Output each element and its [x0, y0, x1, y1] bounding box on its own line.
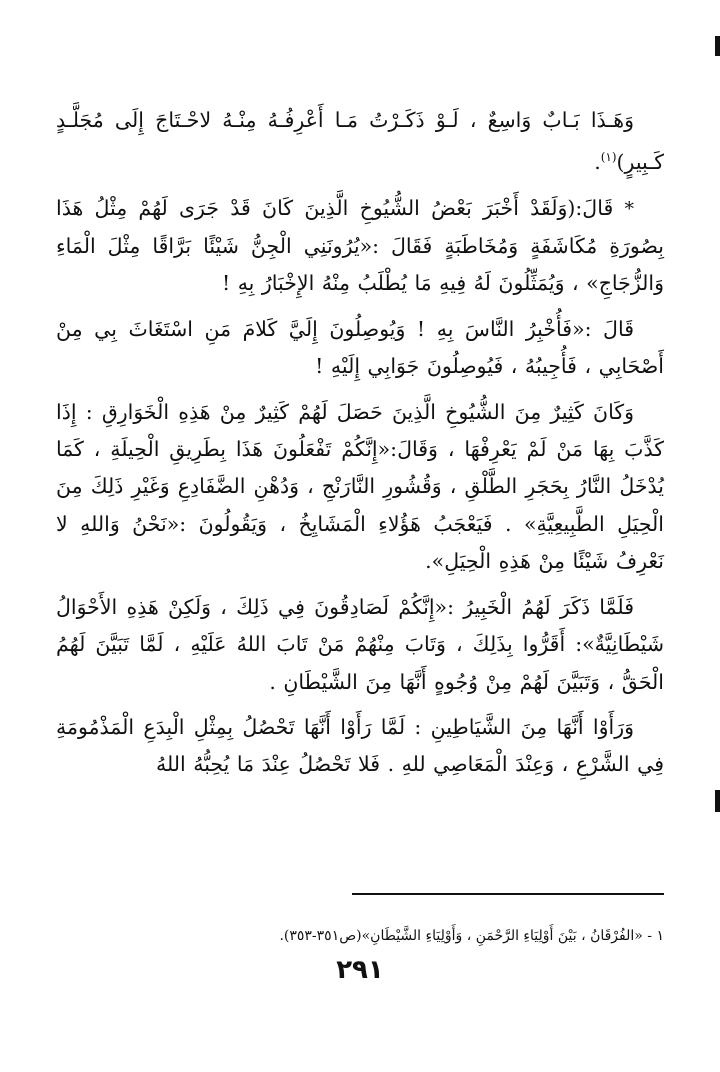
paragraph [56, 190, 664, 303]
footnote-reference: (١) [600, 150, 617, 165]
paragraph-text: وَكَانَ كَثِيرٌ مِنَ الشُّيُوخِ الَّذِينَ حَصَلَ لَهُمْ كَثِيرٌ مِنْ هَذِهِ الْخَوَارِقِ : إِذَا كَذَّبَ بِهَا مَنْ لَمْ يَعْرِفْهَا ، وَقَالَ:«إِنَّكُمْ تَفْعَلُونَ هَذَا بِطَرِيقِ الْحِيلَةِ ، كَمَا يُدْخَلُ النَّارُ بِحَجَرِ الطَّلْقِ ، وَقُشُورِ النَّارَنْجِ ، وَدُهْنِ الضَّفَادِعِ وَغَيْرِ ذَلِكَ مِنَ الْحِيَلِ الطَّبِيعِيَّةِ» . فَيَعْجَبُ هَؤُلاءِ الْمَشَايِخُ ، وَيَقُولُونَ :«نَحْنُ وَاللهِ لا نَعْرِفُ شَيْئًا مِنْ هَذِهِ الْحِيَلِ». [56, 399, 664, 574]
paragraph-text: قَالَ :«فَأُخْبِرُ النَّاسَ بِهِ ! وَيُوصِلُونَ إِلَيَّ كَلامَ مَنِ اسْتَغَاثَ بِي مِنْ أَصْحَابِي ، فَأُجِيبُهُ ، فَيُوصِلُونَ جَوَابِي إِلَيْهِ ! [56, 316, 664, 379]
paragraph [56, 311, 664, 386]
paragraph [56, 394, 664, 581]
footnote-divider [352, 893, 664, 895]
paragraph-text: قَالَ:(وَلَقَدْ أَخْبَرَ بَعْضُ الشُّيُوخِ الَّذِينَ كَانَ قَدْ جَرَى لَهُمْ مِثْلُ هَذَا بِصُورَةِ مُكَاشَفَةٍ وَمُخَاطَبَةٍ فَقَالَ :«يُرُونَنِي الْجِنُّ شَيْئًا بَرَّاقًا مِثْلَ الْمَاءِ وَالزُّجَاجِ» ، وَيُمَثِّلُونَ لَهُ فِيهِ مَا يُطْلَبُ مِنْهُ الإِخْبَارُ بِهِ ! [56, 195, 664, 296]
footnote: ١ - «الفُرْقَانُ ، بَيْنَ أَوْلِيَاءِ الرَّحْمَنِ ، وَأَوْلِيَاءِ الشَّيْطَانِ»(ص٣٥١-٣٥٣). [279, 928, 664, 944]
page-edge-mark [715, 36, 720, 56]
paragraph-text: وَهَـذَا بَـابٌ وَاسِعٌ ، لَـوْ ذَكَـرْتُ مَـا أَعْرِفُـهُ مِنْـهُ لاحْـتَاجَ إِلَى مُجَلَّـدٍ كَـبِيرٍ) [56, 108, 664, 175]
paragraph: وَهَـذَا بَـابٌ وَاسِعٌ ، لَـوْ ذَكَـرْتُ مَـا أَعْرِفُـهُ مِنْـهُ لاحْـتَاجَ إِلَى مُجَلَّـدٍ كَـبِيرٍ)$^{(١)}$. [56, 108, 664, 175]
page-number: ٢٩١ [336, 955, 384, 985]
paragraph-text: وَرَأَوْا أَنَّهَا مِنَ الشَّيَاطِينِ : لَمَّا رَأَوْا أَنَّهَا تَحْصُلُ بِمِثْلِ الْبِدَعِ الْمَذْمُومَةِ فِي الشَّرْعِ ، وَعِنْدَ الْمَعَاصِي للهِ . فَلا تَحْصُلُ عِنْدَ مَا يُحِبُّهُ اللهُ [56, 714, 664, 777]
paragraph [56, 709, 664, 784]
paragraph-text: فَلَمَّا ذَكَرَ لَهُمُ الْخَبِيرُ :«إِنَّكُمْ لَصَادِقُونَ فِي ذَلِكَ ، وَلَكِنْ هَذِهِ الأَحْوَالُ شَيْطَانِيَّةٌ»: أَقَرُّوا بِذَلِكَ ، وَتَابَ مِنْهُمْ مَنْ تَابَ اللهُ عَلَيْهِ ، لَمَّا تَبَيَّنَ لَهُمُ الْحَقُّ ، وَتَبَيَّنَ لَهُمْ مِنْ وُجُوهٍ أَنَّهَا مِنَ الشَّيْطَانِ . [56, 594, 664, 694]
page-body-text [56, 102, 664, 792]
page-edge-mark [715, 790, 720, 812]
star-marker: * [624, 197, 634, 220]
paragraph [56, 589, 664, 701]
